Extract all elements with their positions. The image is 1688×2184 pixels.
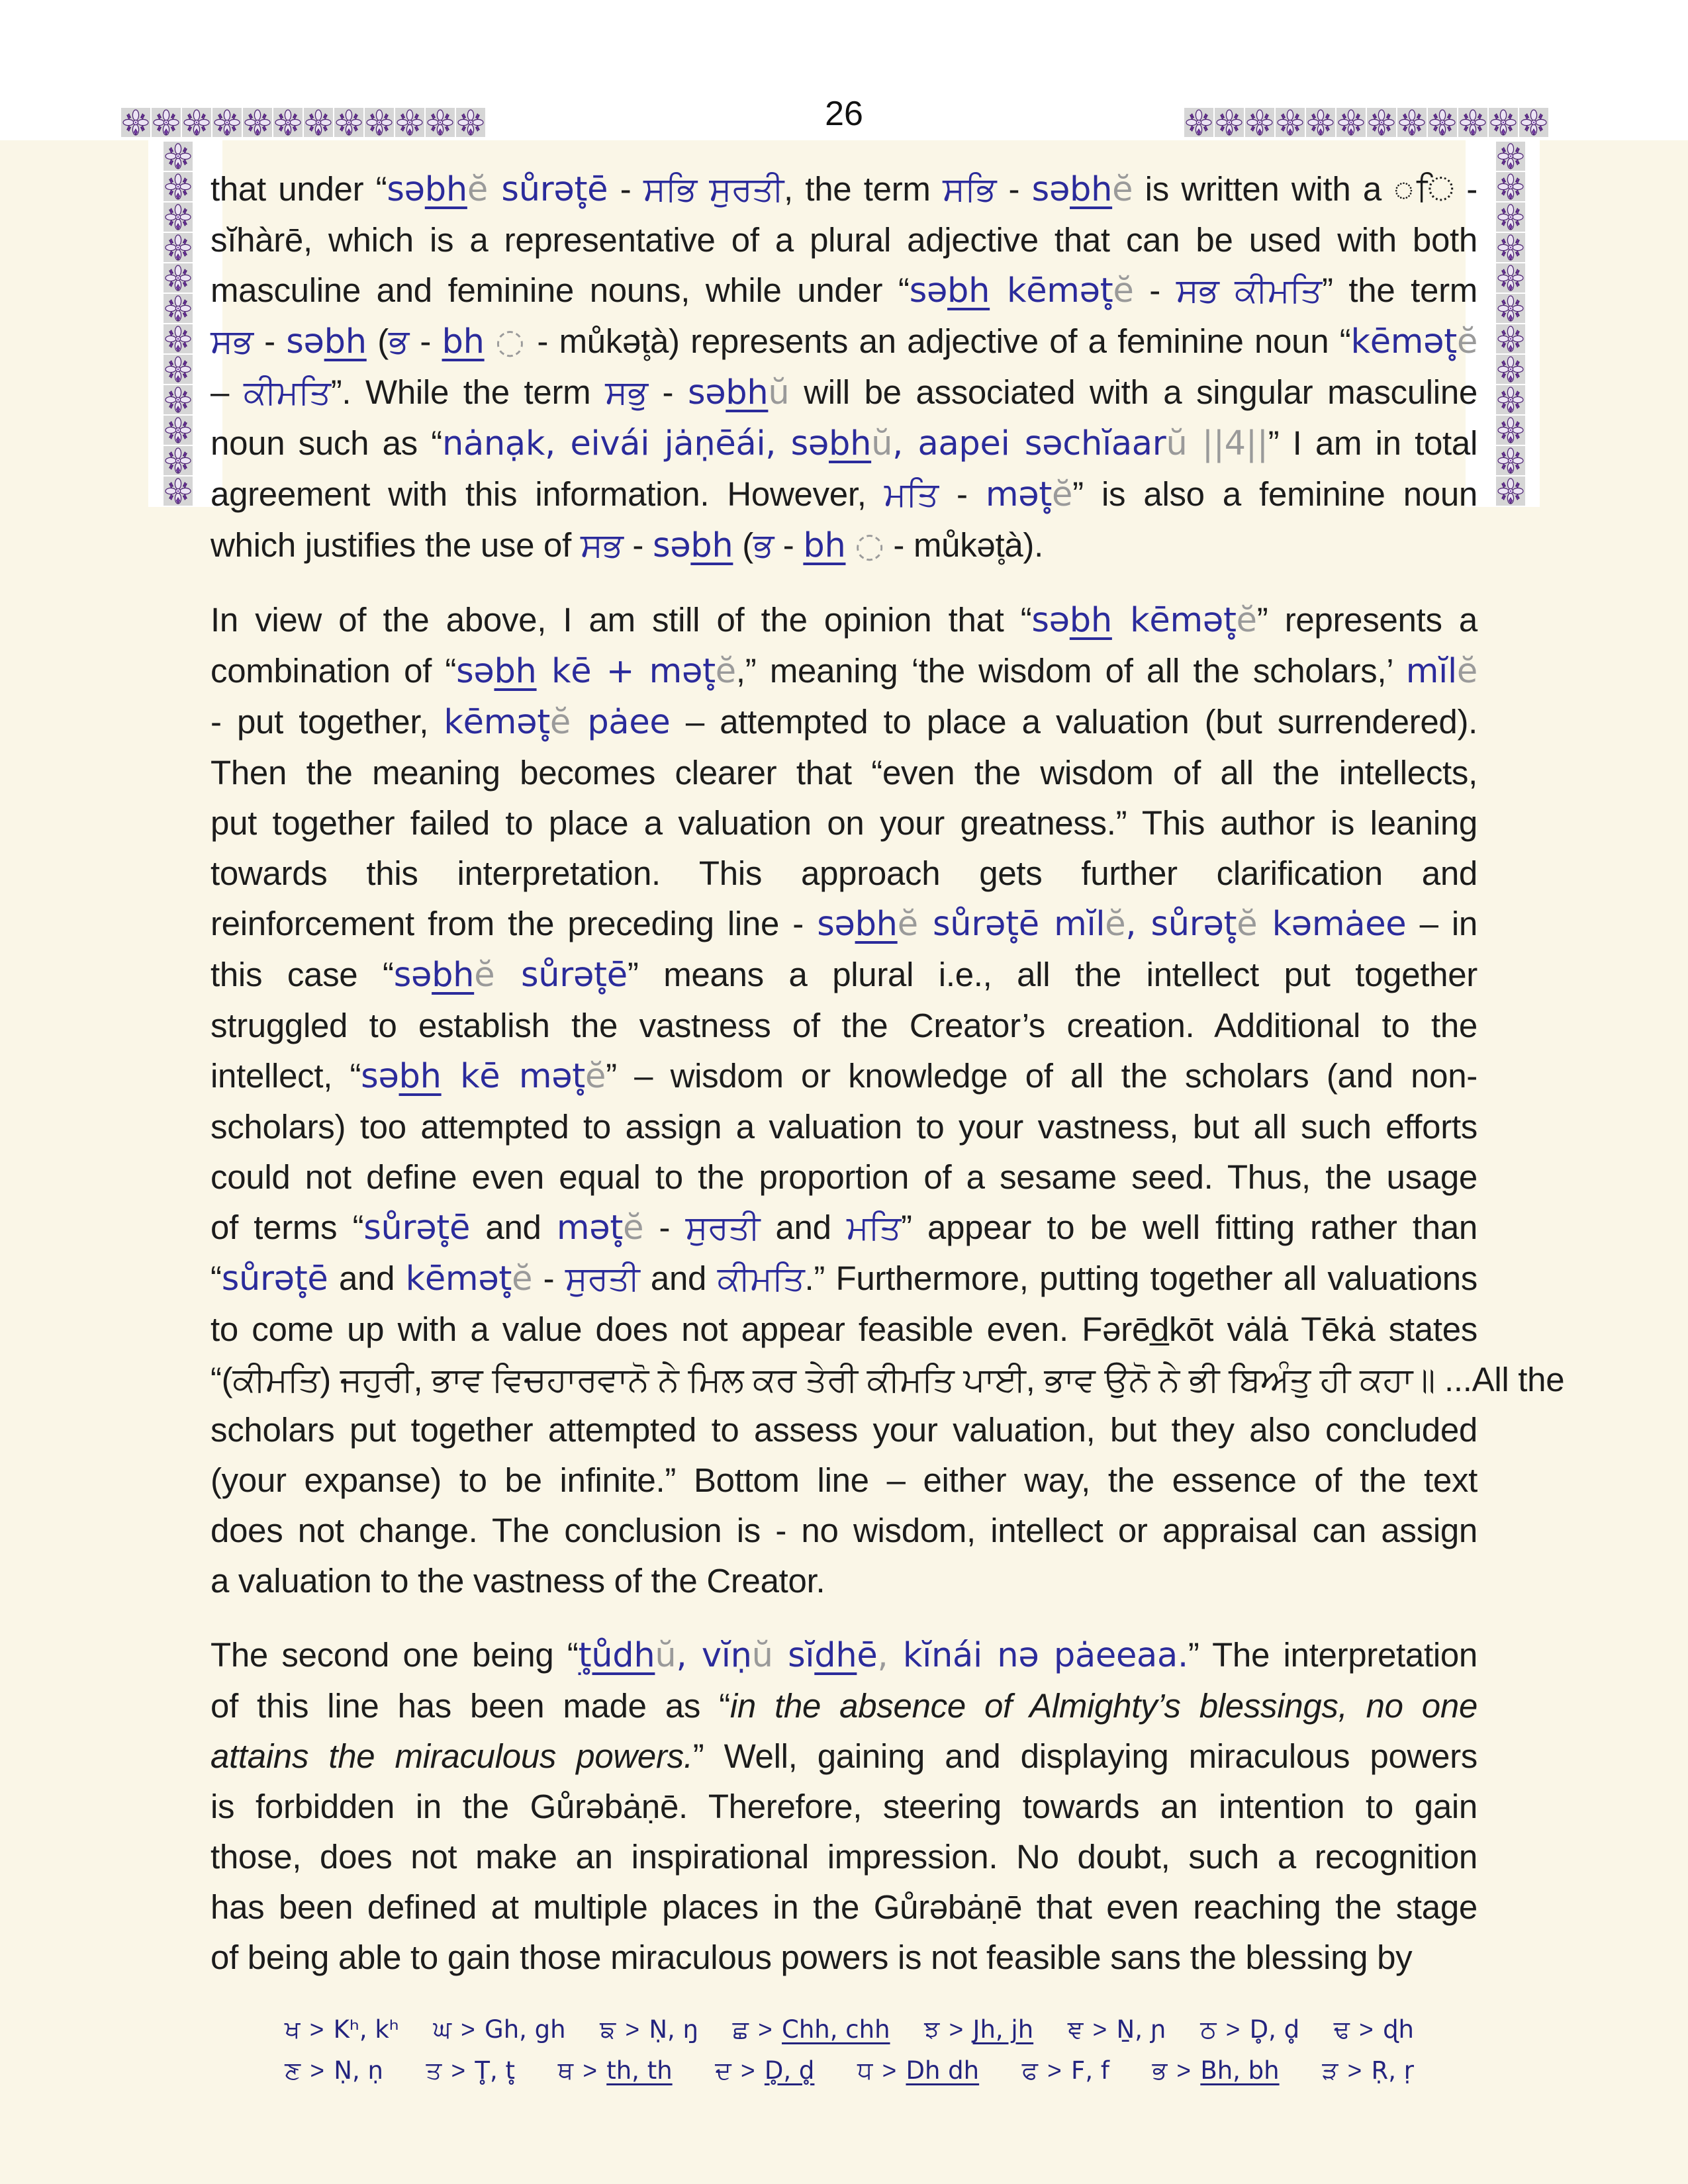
ornament-strip-right <box>1496 142 1525 506</box>
translit-key-cell: ਖ > Kʰ, kʰ <box>285 2015 399 2044</box>
text-line: Then the meaning becomes clearer that “even the wisdom of all the intellects, <box>211 754 1477 792</box>
text-line: (your expanse) to be infinite.” Bottom line – either way, the essence of the text <box>211 1461 1477 1499</box>
flower-icon <box>1496 203 1525 232</box>
translit-key-cell: ਥ > th, th <box>557 2056 673 2085</box>
flower-icon <box>164 416 193 445</box>
text-line: scholars) too attempted to assign a valuation to your vastness, but all such efforts <box>211 1108 1477 1146</box>
text-line: combination of “səbh kē + mət̥ĕ,” meaning ‘the wisdom of all the scholars,’ mĭlĕ <box>211 652 1477 691</box>
text-line: of this line has been made as “in the absence of Almighty’s blessings, no one <box>211 1687 1478 1725</box>
flower-icon <box>164 263 193 293</box>
flower-icon <box>164 233 193 262</box>
flower-icon <box>1496 385 1525 414</box>
text-line: could not define even equal to the proportion of a sesame seed. Thus, the usage <box>211 1158 1477 1196</box>
translit-key-cell: ਙ > Ṇ, ŋ <box>600 2015 699 2044</box>
text-line: scholars put together attempted to assess your valuation, but they also concluded <box>211 1411 1477 1449</box>
flower-icon <box>164 446 193 475</box>
text-line: of being able to gain those miraculous powers is not feasible sans the blessing by <box>211 1938 1413 1976</box>
text-line: agreement with this information. However, ਮਤਿ - mət̥ĕ” is also a feminine noun <box>211 475 1477 514</box>
translit-key-cell: ਭ > Bh, bh <box>1152 2056 1280 2085</box>
flower-icon <box>121 108 150 137</box>
text-line: attains the miraculous powers.” Well, gaining and displaying miraculous powers <box>211 1737 1477 1775</box>
flower-icon <box>164 203 193 232</box>
text-line: a valuation to the vastness of the Creator. <box>211 1562 825 1600</box>
flower-icon <box>1519 108 1548 137</box>
flower-icon <box>1496 446 1525 475</box>
text-line: ਸਭ - səbh (ਭ - bh ◌ - můkət̥à) represents an adjective of a feminine noun “kēmət̥ĕ <box>211 322 1478 361</box>
text-body <box>211 164 1565 1983</box>
flower-icon <box>1496 172 1525 201</box>
flower-icon <box>164 294 193 323</box>
flower-icon <box>1496 324 1525 353</box>
flower-icon <box>164 324 193 353</box>
translit-key-cell: ਦ > D̥, d̥ <box>715 2056 815 2085</box>
flower-icon <box>395 108 424 137</box>
flower-icon <box>365 108 394 137</box>
flower-icon <box>1496 477 1525 506</box>
flower-icon <box>1496 355 1525 384</box>
flower-icon <box>1458 108 1487 137</box>
text-line: towards this interpretation. This approach gets further clarification and <box>211 854 1477 892</box>
paragraph <box>211 1630 1477 1983</box>
flower-icon <box>1489 108 1518 137</box>
flower-icon <box>1428 108 1457 137</box>
flower-icon <box>164 385 193 414</box>
text-line: “(ਕੀਮਤਿ) ਜਹੁਰੀ, ਭਾਵ ਵਿਚਹਾਰਵਾਨੋ ਨੇ ਮਿਲ ਕਰ ਤੇਰੀ ਕੀਮਤਿ ਪਾਈ, ਭਾਵ ਉਨੋ ਨੇ ਭੀ ਬਿਅੰਤੁ ਹੀ ਕਹਾ॥ ...All the <box>211 1361 1565 1398</box>
text-line: which justifies the use of ਸਭ - səbh (ਭ - bh ◌ - můkət̥à). <box>211 526 1043 565</box>
translit-key-cell: ਤ > T̥, t̥ <box>426 2056 515 2085</box>
flower-icon <box>1276 108 1305 137</box>
text-line: struggled to establish the vastness of the Creator’s creation. Additional to the <box>211 1007 1477 1044</box>
flower-icon <box>243 108 272 137</box>
flower-icon <box>164 172 193 201</box>
translit-key-cell: ਫ > F, f <box>1021 2056 1109 2085</box>
text-line: intellect, “səbh kē mət̥ĕ” – wisdom or knowledge of all the scholars (and non- <box>211 1057 1477 1096</box>
text-line: to come up with a value does not appear feasible even. Fərēd̲kōt vȧlȧ Tēkȧ states <box>211 1310 1477 1348</box>
flower-icon <box>1184 108 1213 137</box>
flower-icon <box>164 142 193 171</box>
text-line: put together failed to place a valuation on your greatness.” This author is leaning <box>211 804 1477 842</box>
text-line: of terms “sůrət̥ē and mət̥ĕ - ਸੁਰਤੀ and ਮਤਿ” appear to be well fitting rather than <box>211 1208 1477 1248</box>
text-line: masculine and feminine nouns, while under “səbh kēmət̥ĕ - ਸਭ ਕੀਮਤਿ” the term <box>211 271 1477 310</box>
flower-icon <box>152 108 181 137</box>
flower-icon <box>1496 233 1525 262</box>
flower-icon <box>1306 108 1335 137</box>
text-line: reinforcement from the preceding line - səbhĕ sůrət̥ē mĭlĕ, sůrət̥ĕ kəmȧee – in <box>211 905 1477 944</box>
flower-icon <box>1496 294 1525 323</box>
page-number: 26 <box>825 95 863 133</box>
flower-icon <box>1367 108 1396 137</box>
translit-key-cell: ੜ > Ṛ, ṛ <box>1322 2056 1414 2085</box>
flower-icon <box>1215 108 1244 137</box>
text-line: sĭhàrē, which is a representative of a plural adjective that can be used with both <box>211 221 1477 259</box>
flower-icon <box>1496 416 1525 445</box>
flower-icon <box>456 108 485 137</box>
flower-icon <box>334 108 363 137</box>
text-line: is forbidden in the Gůrəbȧṇē. Therefore, steering towards an intention to gain <box>211 1788 1477 1825</box>
translit-key-cell: ਝ > Jh, jh <box>924 2015 1034 2044</box>
flower-icon <box>1336 108 1366 137</box>
paragraph <box>211 595 1565 1606</box>
transliteration-key <box>285 2009 1414 2091</box>
text-line: “sůrət̥ē and kēmət̥ĕ - ਸੁਰਤੀ and ਕੀਮਤਿ.” Furthermore, putting together all valuations <box>211 1259 1477 1298</box>
paragraph <box>211 164 1477 571</box>
ornament-strip-left <box>164 142 193 506</box>
ornament-strip-top-right <box>1184 108 1548 137</box>
translit-key-cell: ਢ > ɖh <box>1333 2015 1414 2044</box>
flower-icon <box>426 108 455 137</box>
text-line: noun such as “nȧnạk, eivái jȧṇēái, səbhŭ, aapei səchĭaarŭ ||4||” I am in total <box>211 424 1477 463</box>
text-line: does not change. The conclusion is - no wisdom, intellect or appraisal can assign <box>211 1512 1477 1549</box>
flower-icon <box>164 355 193 384</box>
text-line: In view of the above, I am still of the opinion that “səbh kēmət̥ĕ” represents a <box>211 601 1477 640</box>
translit-key-cell: ਧ > Dh dh <box>857 2056 980 2085</box>
translit-key-cell: ਠ > D̥, d̥ <box>1200 2015 1300 2044</box>
flower-icon <box>273 108 303 137</box>
text-line: – ਕੀਮਤਿ”. While the term ਸਭੁ - səbhŭ will be associated with a singular masculine <box>211 373 1477 412</box>
flower-icon <box>304 108 333 137</box>
translit-key-cell: ਞ > Ṉ, ɲ <box>1067 2015 1166 2044</box>
text-line: this case “səbhĕ sůrət̥ē” means a plural i.e., all the intellect put together <box>211 956 1477 995</box>
translit-key-row <box>285 2050 1414 2091</box>
text-line: has been defined at multiple places in the Gůrəbȧṇē that even reaching the stage <box>211 1888 1477 1926</box>
ornament-strip-top-left <box>121 108 485 137</box>
flower-icon <box>182 108 211 137</box>
text-line: - put together, kēmət̥ĕ pȧee – attempted to place a valuation (but surrendered). <box>211 703 1477 742</box>
text-line: those, does not make an inspirational impression. No doubt, such a recognition <box>211 1838 1477 1876</box>
translit-key-cell: ਘ > Gh, gh <box>433 2015 566 2044</box>
translit-key-row <box>285 2009 1414 2050</box>
flower-icon <box>1397 108 1427 137</box>
translit-key-cell: ਣ > Ṇ, ṇ <box>285 2056 383 2085</box>
flower-icon <box>1496 142 1525 171</box>
flower-icon <box>1496 263 1525 293</box>
translit-key-cell: ਛ > Chh, chh <box>732 2015 890 2044</box>
flower-icon <box>212 108 242 137</box>
flower-icon <box>164 477 193 506</box>
flower-icon <box>1245 108 1274 137</box>
text-line: The second one being “t̥ůdhŭ, vĭṇŭ sĭdhē, kĭnái nə pȧeeaa.” The interpretation <box>211 1636 1477 1675</box>
text-line: that under “səbhĕ sůrət̥ē - ਸਭਿ ਸੁਰਤੀ, the term ਸਭਿ - səbhĕ is written with a ◌ਿ - <box>211 170 1477 209</box>
